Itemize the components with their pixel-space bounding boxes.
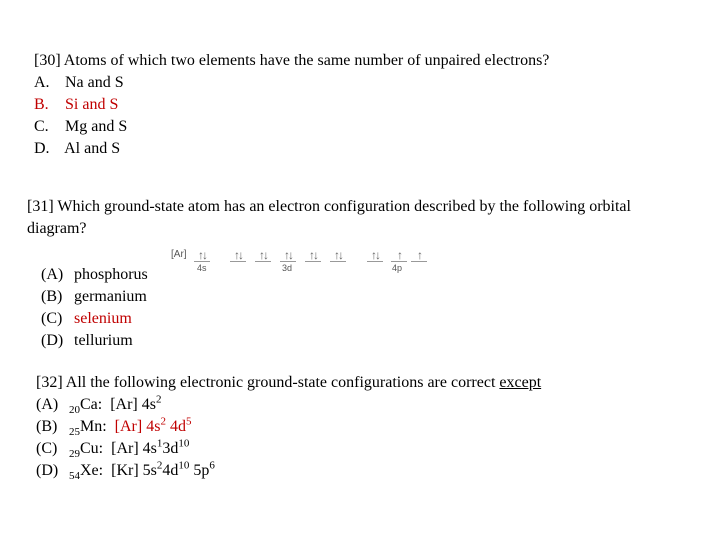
orbital-3d-2: ↑↓ — [259, 248, 267, 262]
question-32-stem: [32] All the following electronic ground-state configurations are correct except — [36, 374, 542, 391]
except-underlined: except — [499, 374, 542, 391]
q31-option-c: (C) selenium — [41, 310, 132, 327]
orbital-underline — [367, 261, 383, 262]
q30-option-d: D. Al and S — [34, 140, 121, 157]
orbital-underline — [230, 261, 246, 262]
orbital-underline — [255, 261, 271, 262]
orbital-underline — [194, 261, 210, 262]
question-31 — [27, 196, 687, 240]
orbital-label-3d: 3d — [282, 263, 293, 273]
orbital-4p-3: ↑ — [417, 248, 421, 262]
q32-option-b-config: [Ar] $4s^2$ $4d^5$ — [114, 415, 192, 435]
q30-option-a: A. Na and S — [34, 74, 124, 91]
orbital-core: [Ar] — [171, 249, 187, 260]
orbital-3d-3: ↑↓ — [284, 248, 292, 262]
q32-option-a: (A) $_{20}$Ca: [Ar] $4s^2$ — [36, 393, 162, 417]
orbital-4s-arrows: ↑↓ — [198, 248, 206, 262]
q32-option-b: (B) $_{25}$Mn: [Ar] $4s^2$ $4d^5$ — [36, 415, 192, 439]
orbital-label-4s: 4s — [197, 263, 207, 273]
orbital-3d-1: ↑↓ — [234, 248, 242, 262]
question-32 — [36, 372, 541, 482]
q30-option-c: C. Mg and S — [34, 118, 128, 135]
q31-option-a: (A) phosphorus — [41, 266, 148, 283]
orbital-underline — [280, 261, 296, 262]
orbital-4p-2: ↑ — [397, 248, 401, 262]
orbital-underline — [305, 261, 321, 262]
orbital-3d-5: ↑↓ — [334, 248, 342, 262]
orbital-underline — [391, 261, 407, 262]
q30-option-b: B. Si and S — [34, 96, 119, 113]
question-30-stem: [30] Atoms of which two elements have the same number of unpaired electrons? — [34, 52, 550, 69]
orbital-label-4p: 4p — [392, 263, 403, 273]
orbital-3d-4: ↑↓ — [309, 248, 317, 262]
q32-option-d: (D) $_{54}$Xe: [Kr] $5s^24d^{10}$ $5p^6$ — [36, 459, 215, 483]
q31-option-b: (B) germanium — [41, 288, 147, 305]
question-31-options — [41, 264, 148, 352]
q31-option-d: (D) tellurium — [41, 332, 133, 349]
orbital-underline — [330, 261, 346, 262]
orbital-4p-1: ↑↓ — [371, 248, 379, 262]
orbital-diagram — [170, 246, 432, 278]
question-30 — [34, 50, 549, 160]
question-31-stem: [31] Which ground-state atom has an electron configuration described by the following orbital diagram? — [27, 198, 631, 237]
q32-option-c: (C) $_{29}$Cu: [Ar] $4s^13d^{10}$ — [36, 437, 190, 461]
orbital-underline — [411, 261, 427, 262]
